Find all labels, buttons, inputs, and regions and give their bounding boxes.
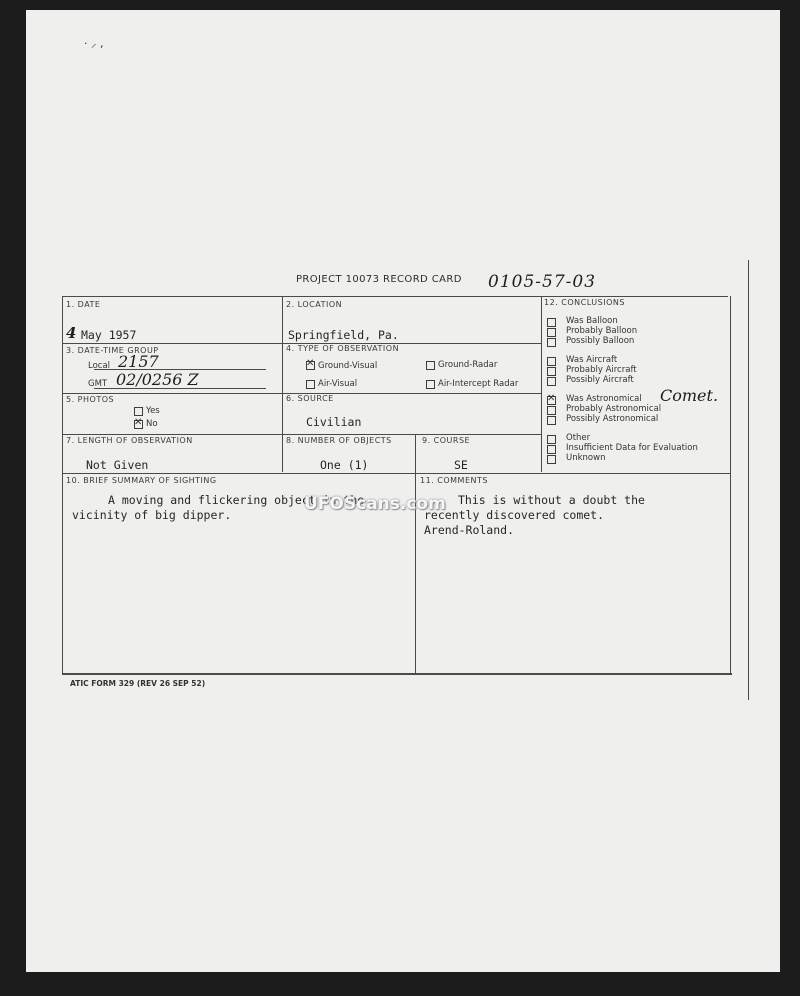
- form-border-top: [62, 296, 728, 297]
- dtg-label: 3. DATE-TIME GROUP: [66, 346, 159, 355]
- divider-v1: [282, 296, 283, 472]
- conclusion-probably-aircraft: Probably Aircraft: [566, 365, 637, 375]
- checkbox-air-visual[interactable]: [306, 380, 315, 389]
- type-option-air-visual: Air-Visual: [318, 379, 358, 389]
- source-value: Civilian: [306, 415, 362, 429]
- date-value: May 1957: [81, 328, 137, 342]
- divider-h4: [62, 473, 730, 474]
- checkbox-unknown[interactable]: [547, 455, 556, 464]
- stray-mark: · ⸝ ,: [84, 37, 104, 50]
- course-label: 9. COURSE: [422, 436, 471, 445]
- scanned-page: [26, 10, 780, 972]
- conclusion-insufficient-data: Insufficient Data for Evaluation: [566, 443, 698, 453]
- divider-v2: [541, 296, 542, 472]
- conclusion-was-aircraft: Was Aircraft: [566, 355, 618, 365]
- dtg-local-value: 2157: [118, 352, 159, 371]
- divider-h3: [62, 434, 542, 435]
- date-label: 1. DATE: [66, 300, 101, 309]
- conclusion-probably-balloon: Probably Balloon: [566, 326, 638, 336]
- course-value: SE: [454, 458, 468, 472]
- divider-v3: [415, 434, 416, 674]
- watermark: UFOScans.com: [304, 494, 446, 514]
- conclusion-was-balloon: Was Balloon: [566, 316, 618, 326]
- conclusion-unknown: Unknown: [566, 453, 606, 463]
- right-edge-line: [748, 260, 749, 700]
- type-label: 4. TYPE OF OBSERVATION: [286, 344, 400, 353]
- checkbox-possibly-balloon[interactable]: [547, 338, 556, 347]
- photos-no: No: [146, 419, 158, 429]
- source-label: 6. SOURCE: [286, 394, 334, 403]
- comments-label: 11. COMMENTS: [420, 476, 488, 485]
- form-border-right: [730, 296, 731, 674]
- checkbox-was-balloon[interactable]: [547, 318, 556, 327]
- type-option-ground-radar: Ground-Radar: [438, 360, 498, 370]
- conclusion-possibly-balloon: Possibly Balloon: [566, 336, 635, 346]
- form-border-bottom: [62, 673, 732, 675]
- conclusions-label: 12. CONCLUSIONS: [544, 298, 625, 307]
- conclusion-possibly-astronomical: Possibly Astronomical: [566, 414, 659, 424]
- form-footer: ATIC FORM 329 (REV 26 SEP 52): [70, 679, 206, 688]
- summary-line-2: vicinity of big dipper.: [72, 508, 232, 522]
- checkbox-possibly-aircraft[interactable]: [547, 377, 556, 386]
- conclusion-handwritten: Comet.: [660, 386, 719, 405]
- checkbox-other[interactable]: [547, 435, 556, 444]
- comments-line-3: Arend-Roland.: [424, 523, 515, 537]
- type-option-air-intercept-radar: Air-Intercept Radar: [438, 379, 519, 389]
- dtg-local-label: Local: [88, 361, 111, 371]
- card-title: PROJECT 10073 RECORD CARD: [296, 274, 462, 285]
- checkbox-air-intercept-radar[interactable]: [426, 380, 435, 389]
- conclusion-possibly-aircraft: Possibly Aircraft: [566, 375, 634, 385]
- conclusion-other: Other: [566, 433, 591, 443]
- comments-line-1: This is without a doubt the: [458, 493, 645, 507]
- conclusion-was-astronomical: Was Astronomical: [566, 394, 642, 404]
- checkmark-was-astronomical: ✕: [547, 393, 556, 404]
- type-option-ground-visual: Ground-Visual: [318, 361, 378, 371]
- summary-label: 10. BRIEF SUMMARY OF SIGHTING: [66, 476, 217, 485]
- checkmark-ground-visual: ✕: [306, 358, 315, 369]
- photos-yes: Yes: [146, 406, 160, 416]
- checkbox-possibly-astronomical[interactable]: [547, 416, 556, 425]
- checkbox-probably-balloon[interactable]: [547, 328, 556, 337]
- comments-line-2: recently discovered comet.: [424, 508, 605, 522]
- dtg-gmt-label: GMT: [88, 379, 108, 389]
- summary-line-1: A moving and flickering object in the: [108, 493, 365, 507]
- checkbox-insufficient-data[interactable]: [547, 445, 556, 454]
- date-day: 4: [66, 324, 77, 342]
- checkbox-ground-radar[interactable]: [426, 361, 435, 370]
- location-label: 2. LOCATION: [286, 300, 343, 309]
- number-label: 8. NUMBER OF OBJECTS: [286, 436, 392, 445]
- checkmark-photos-no: ✕: [134, 417, 143, 428]
- length-label: 7. LENGTH OF OBSERVATION: [66, 436, 193, 445]
- location-value: Springfield, Pa.: [288, 328, 399, 342]
- photos-label: 5. PHOTOS: [66, 395, 115, 404]
- form-border-left: [62, 296, 63, 674]
- length-value: Not Given: [86, 458, 149, 472]
- file-number: 0105-57-03: [488, 272, 597, 292]
- number-value: One (1): [320, 458, 369, 472]
- conclusion-probably-astronomical: Probably Astronomical: [566, 404, 662, 414]
- checkbox-was-aircraft[interactable]: [547, 357, 556, 366]
- checkbox-probably-astronomical[interactable]: [547, 406, 556, 415]
- checkbox-probably-aircraft[interactable]: [547, 367, 556, 376]
- checkbox-photos-yes[interactable]: [134, 407, 143, 416]
- dtg-gmt-value: 02/0256 Z: [116, 370, 199, 389]
